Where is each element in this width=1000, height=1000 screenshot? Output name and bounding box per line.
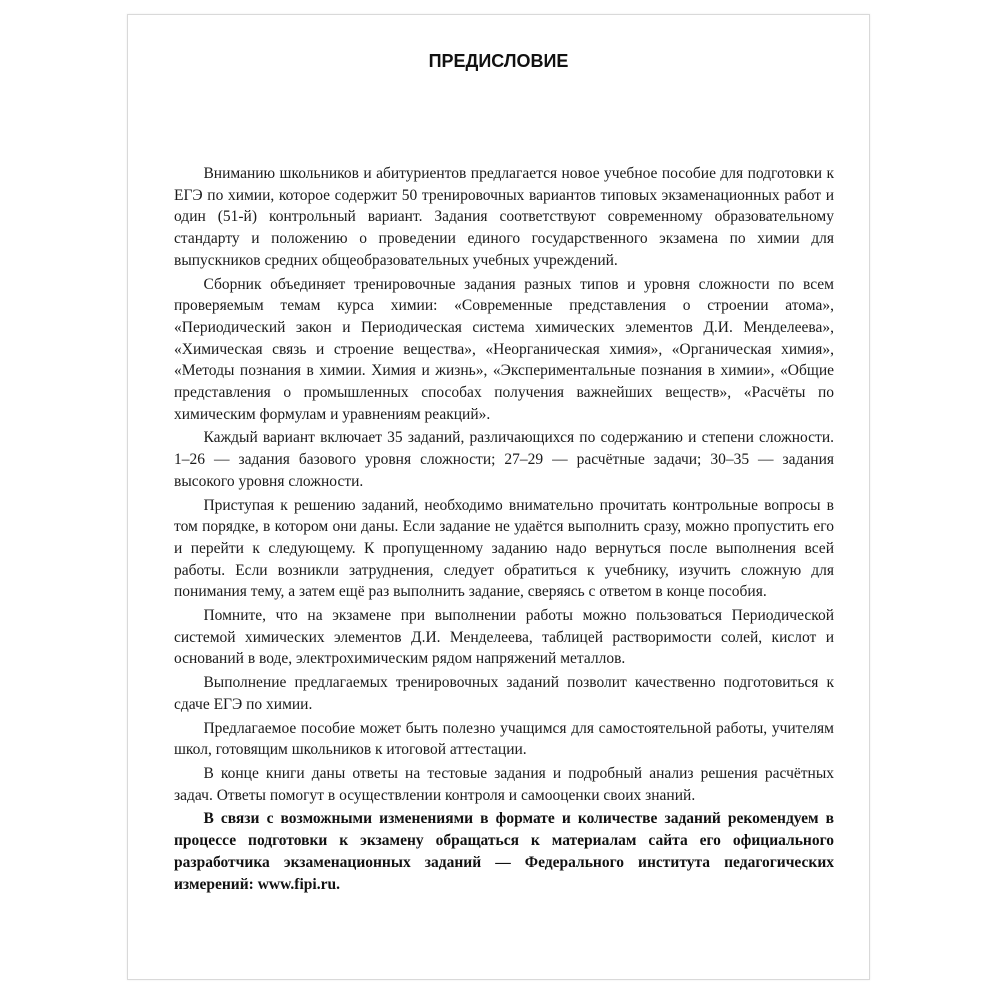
bold-note: В связи с возможными изменениями в формате и количестве заданий рекомендуем в процессе подготовки к экзамену обращаться к материалам сайта его официального разработчика экзаменационных заданий — Федерального института педагогических измерений: www.fipi.ru. (174, 810, 834, 893)
paragraph: Сборник объединяет тренировочные задания разных типов и уровня сложности по всем проверяемым темам курса химии: «Современные представления о строении атома», «Периодический закон и Периодическая система химических элементов Д.И. Менделеева», «Химическая связь и строение вещества», «Неорганическая химия», «Органическая химия», «Методы познания в химии. Химия и жизнь», «Экспериментальные познания в химии», «Общие представления о промышленных способах получения важнейших веществ», «Расчёты по химическим формулам и уравнениям реакций». (174, 275, 834, 423)
paragraph: Каждый вариант включает 35 заданий, различающихся по содержанию и степени сложности. 1–26 — задания базового уровня сложности; 27–29 — расчётные задачи; 30–35 — задания высокого уровня сложности. (174, 429, 834, 490)
paragraph: Вниманию школьников и абитуриентов предлагается новое учебное пособие для подготовки к ЕГЭ по химии, которое содержит 50 тренировочных вариантов типовых экзаменационных работ и один (51-й) контрольный вариант. Задания соответствуют современному образовательному стандарту и положению о проведении единого государственного экзамена по химии для выпускников средних общеобразовательных учебных учреждений. (174, 165, 834, 269)
page-title: ПРЕДИСЛОВИЕ (428, 51, 569, 71)
paragraph: Помните, что на экзамене при выполнении работы можно пользоваться Периодической системой химических элементов Д.И. Менделеева, таблицей растворимости солей, кислот и оснований в воде, электрохимическим рядом напряжений металлов. (174, 607, 834, 668)
paragraph: В конце книги даны ответы на тестовые задания и подробный анализ решения расчётных задач. Ответы помогут в осуществлении контроля и самооценки своих знаний. (174, 764, 834, 804)
document-page (127, 14, 870, 980)
preface-body (174, 163, 834, 897)
paragraph: Приступая к решению заданий, необходимо внимательно прочитать контрольные вопросы в том порядке, в котором они даны. Если задание не удаётся выполнить сразу, можно пропустить его и перейти к следующему. К пропущенному заданию надо вернуться после выполнения всей работы. Если возникли затруднения, следует обратиться к учебнику, изучить сложную для понимания тему, а затем ещё раз выполнить задание, сверяясь с ответом в конце пособия. (174, 496, 834, 601)
paragraph: Предлагаемое пособие может быть полезно учащимся для самостоятельной работы, учителям школ, готовящим школьников к итоговой аттестации. (174, 719, 834, 759)
paragraph: Выполнение предлагаемых тренировочных заданий позволит качественно подготовиться к сдаче ЕГЭ по химии. (174, 674, 834, 713)
